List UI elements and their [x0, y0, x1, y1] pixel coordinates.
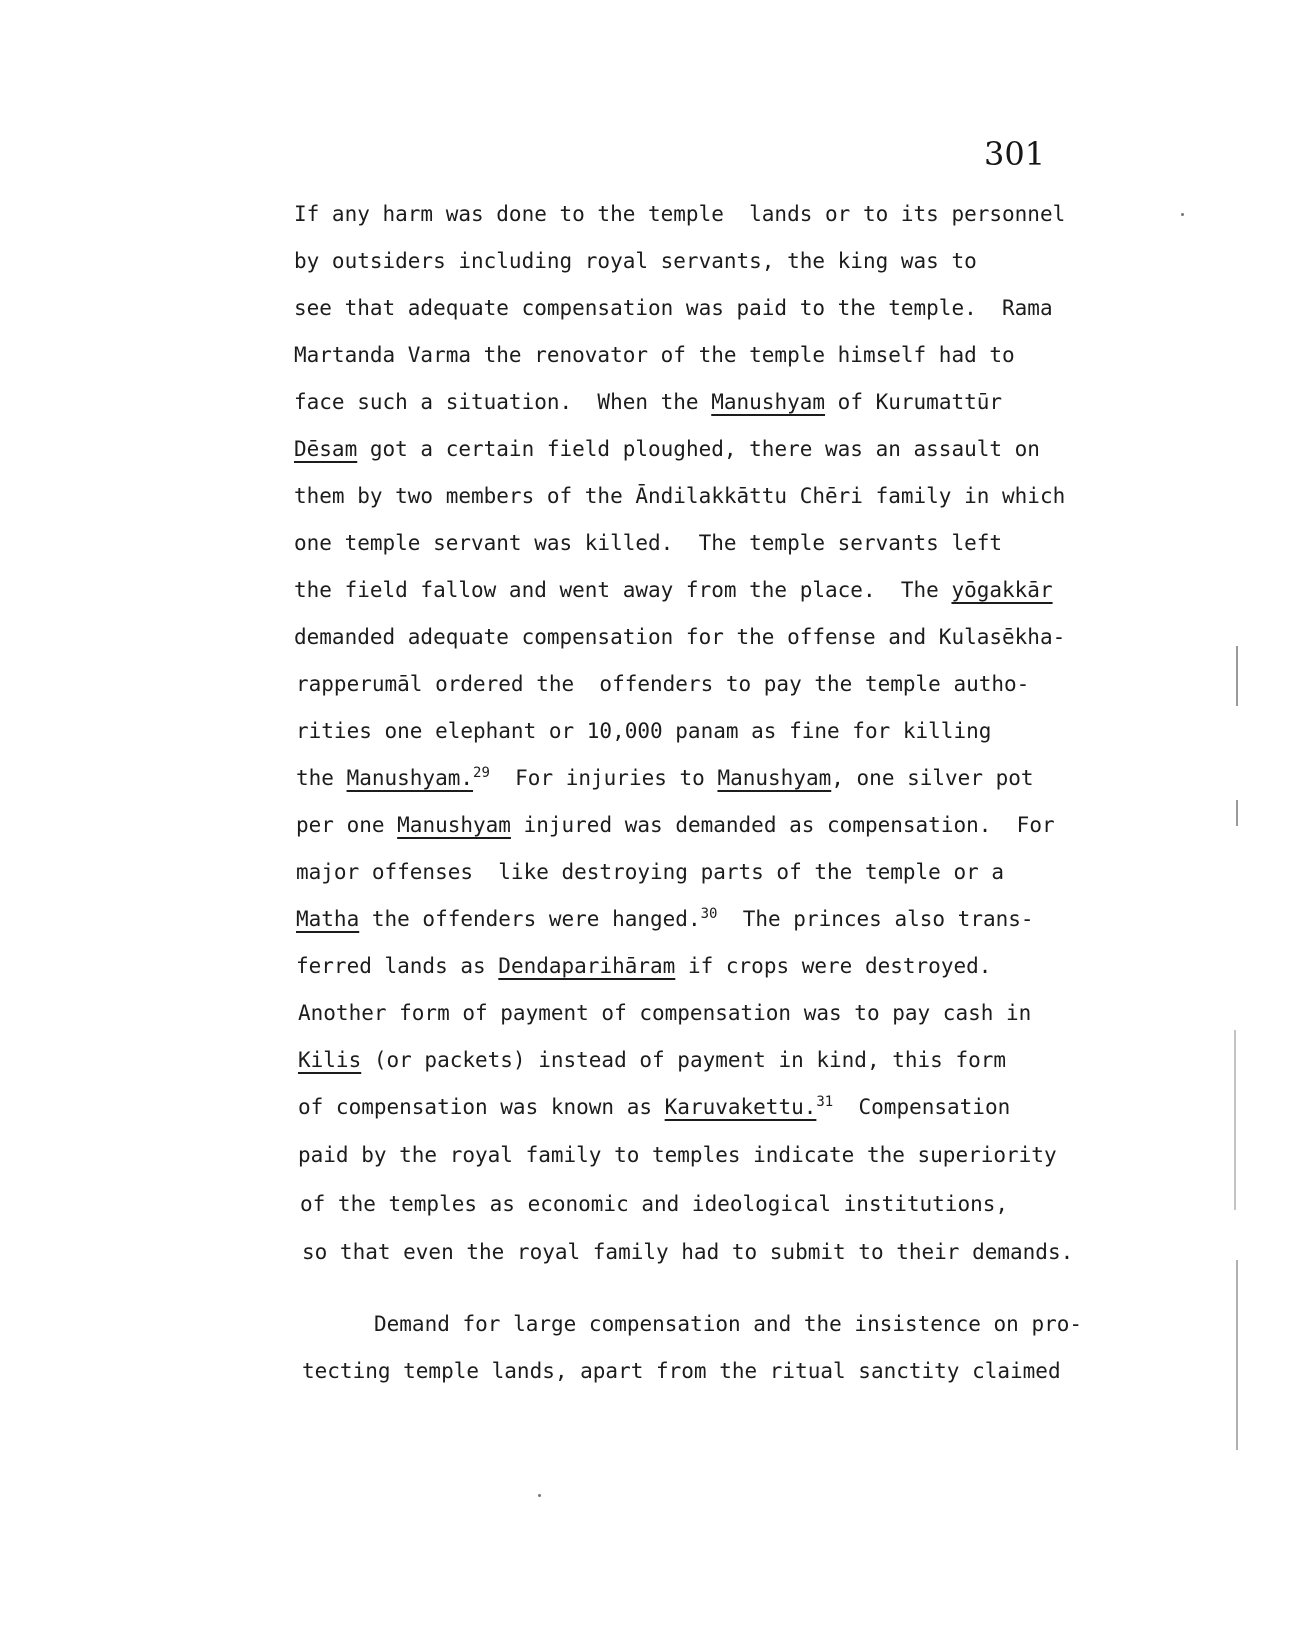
text-line: If any harm was done to the temple lands or to its personnel — [294, 202, 1066, 226]
text-line: of compensation was known as Karuvakettu.$^{31}$ Compensation — [298, 1094, 1011, 1119]
text-line: of the temples as economic and ideological institutions, — [300, 1192, 1009, 1216]
text-line: ferred lands as Dendaparihāram if crops were destroyed. — [296, 954, 992, 978]
scan-speck — [538, 1494, 541, 1497]
text-line: Matha the offenders were hanged.$^{30}$ The princes also trans- — [296, 906, 1034, 931]
text-line: them by two members of the Āndilakkāttu Chēri family in which — [294, 484, 1066, 508]
term-dendapariharam: Dendaparihāram — [498, 954, 676, 978]
term-manushyam: Manushyam. — [346, 766, 474, 790]
scan-speck — [1181, 213, 1184, 216]
footnote-marker: 29 — [473, 765, 490, 781]
term-kilis: Kilis — [298, 1048, 362, 1072]
scan-edge-mark — [1234, 1030, 1236, 1210]
footnote-marker: 31 — [816, 1094, 834, 1110]
term-desam: Dēsam — [294, 437, 358, 461]
scan-edge-mark — [1236, 1260, 1238, 1450]
text-line: rities one elephant or 10,000 panam as fine for killing — [296, 719, 992, 743]
text-line: Another form of payment of compensation was to pay cash in — [298, 1001, 1032, 1025]
term-yogakkar: yōgakkār — [951, 578, 1053, 602]
text-line: paid by the royal family to temples indicate the superiority — [298, 1143, 1057, 1167]
text-line: Kilis (or packets) instead of payment in kind, this form — [298, 1048, 1007, 1072]
text-line: Dēsam got a certain field ploughed, there was an assault on — [294, 437, 1040, 461]
text-line: one temple servant was killed. The temple servants left — [294, 531, 1003, 555]
text-line: the field fallow and went away from the place. The yōgakkār — [294, 578, 1053, 602]
text-line: Demand for large compensation and the insistence on pro- — [374, 1312, 1083, 1336]
scan-edge-mark — [1236, 646, 1238, 706]
text-line: rapperumāl ordered the offenders to pay the temple autho- — [296, 672, 1030, 696]
text-line: the Manushyam.$^{29}$ For injuries to Manushyam, one silver pot — [296, 765, 1034, 790]
text-line: Martanda Varma the renovator of the temple himself had to — [294, 343, 1015, 367]
text-line: major offenses like destroying parts of the temple or a — [296, 860, 1005, 884]
text-line: so that even the royal family had to submit to their demands. — [302, 1240, 1074, 1264]
text-line: per one Manushyam injured was demanded as compensation. For — [296, 813, 1055, 837]
term-manushyam: Manushyam — [397, 813, 511, 837]
text-line: tecting temple lands, apart from the ritual sanctity claimed — [302, 1359, 1061, 1383]
text-line: demanded adequate compensation for the offense and Kulasēkha- — [294, 625, 1066, 649]
scan-edge-mark — [1236, 800, 1238, 826]
text-line: face such a situation. When the Manushyam of Kurumattūr — [294, 390, 1003, 414]
term-karuvakettu: Karuvakettu. — [664, 1095, 817, 1119]
text-line: by outsiders including royal servants, the king was to — [294, 249, 977, 273]
term-manushyam: Manushyam — [711, 390, 826, 414]
term-manushyam: Manushyam — [717, 766, 832, 790]
page-number: 301 — [984, 135, 1046, 173]
text-line: see that adequate compensation was paid to the temple. Rama — [294, 296, 1053, 320]
footnote-marker: 30 — [700, 906, 718, 922]
term-matha: Matha — [296, 907, 360, 931]
